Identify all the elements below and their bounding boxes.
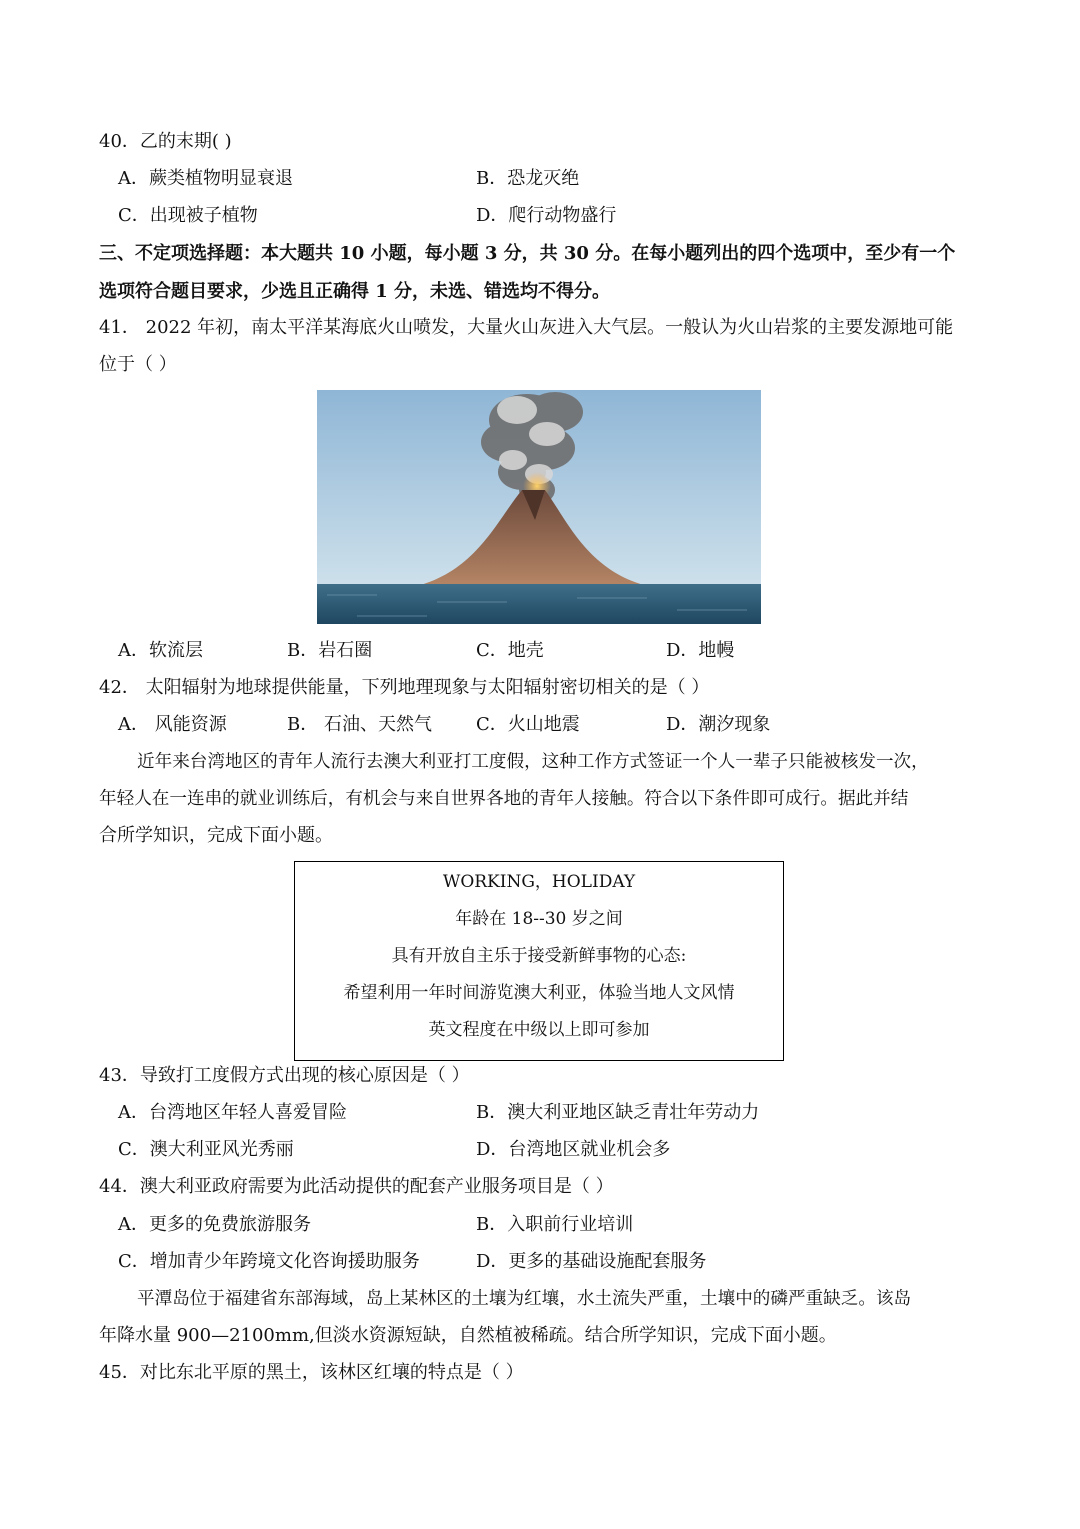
option-41-d: D．地幔 xyxy=(666,640,735,661)
question-40-stem: 40．乙的末期( ) xyxy=(99,131,232,152)
question-44-stem: 44．澳大利亚政府需要为此活动提供的配套产业服务项目是（ ） xyxy=(99,1176,614,1197)
option-43-a: A．台湾地区年轻人喜爱冒险 xyxy=(118,1102,347,1123)
option-42-c: C．火山地震 xyxy=(476,714,580,735)
option-41-b: B．岩石圈 xyxy=(287,640,373,661)
box-line-5: 英文程度在中级以上即可参加 xyxy=(428,1020,650,1040)
option-41-a: A．软流层 xyxy=(118,640,203,661)
working-holiday-box xyxy=(294,861,784,1061)
option-42-d: D．潮汐现象 xyxy=(666,714,771,735)
option-44-d: D．更多的基础设施配套服务 xyxy=(476,1251,707,1272)
option-44-b: B．入职前行业培训 xyxy=(476,1214,634,1235)
passage-1-line-3: 合所学知识，完成下面小题。 xyxy=(99,825,333,846)
option-42-a: A． 风能资源 xyxy=(118,714,227,735)
option-44-c: C．增加青少年跨境文化咨询援助服务 xyxy=(118,1251,420,1272)
passage-1-line-2: 年轻人在一连串的就业训练后，有机会与来自世界各地的青年人接触。符合以下条件即可成行。据此并结 xyxy=(99,789,909,809)
option-40-c: C．出现被子植物 xyxy=(118,205,258,226)
option-42-b: B． 石油、天然气 xyxy=(287,714,432,735)
question-45-stem: 45．对比东北平原的黑土，该林区红壤的特点是（ ） xyxy=(99,1362,524,1383)
box-line-4: 希望利用一年时间游览澳大利亚，体验当地人文风情 xyxy=(343,983,735,1003)
question-43-stem: 43．导致打工度假方式出现的核心原因是（ ） xyxy=(99,1065,470,1086)
section-3-instructions-line-2: 选项符合题目要求，少选且正确得 1 分，未选、错选均不得分。 xyxy=(99,281,611,302)
option-43-b: B．澳大利亚地区缺乏青壮年劳动力 xyxy=(476,1102,760,1123)
question-42-stem: 42． 太阳辐射为地球提供能量，下列地理现象与太阳辐射密切相关的是（ ） xyxy=(99,677,710,698)
box-line-2: 年龄在 18--30 岁之间 xyxy=(455,909,623,929)
box-line-3: 具有开放自主乐于接受新鲜事物的心态: xyxy=(391,946,687,966)
passage-1-line-1: 近年来台湾地区的青年人流行去澳大利亚打工度假，这种工作方式签证一个人一辈子只能被核发一次， xyxy=(137,752,929,772)
volcano-figure xyxy=(317,390,761,624)
option-40-b: B．恐龙灭绝 xyxy=(476,168,580,189)
option-40-d: D．爬行动物盛行 xyxy=(476,205,617,226)
box-line-1: WORKING，HOLIDAY xyxy=(442,872,636,892)
section-3-instructions-line-1: 三、不定项选择题：本大题共 10 小题，每小题 3 分，共 30 分。在每小题列出的四个选项中，至少有一个 xyxy=(99,243,956,264)
question-41-line-2: 位于（ ） xyxy=(99,354,177,375)
option-44-a: A．更多的免费旅游服务 xyxy=(118,1214,311,1235)
option-40-a: A．蕨类植物明显衰退 xyxy=(118,168,293,189)
option-43-d: D．台湾地区就业机会多 xyxy=(476,1139,671,1160)
option-41-c: C．地壳 xyxy=(476,640,544,661)
option-43-c: C．澳大利亚风光秀丽 xyxy=(118,1139,294,1160)
passage-2-line-2: 年降水量 900—2100mm,但淡水资源短缺，自然植被稀疏。结合所学知识，完成下面小题。 xyxy=(99,1325,837,1346)
question-41-line-1: 41． 2022 年初，南太平洋某海底火山喷发，大量火山灰进入大气层。一般认为火山岩浆的主要发源地可能 xyxy=(99,317,954,338)
passage-2-line-1: 平潭岛位于福建省东部海域，岛上某林区的土壤为红壤，水土流失严重，土壤中的磷严重缺乏。该岛 xyxy=(137,1289,912,1309)
